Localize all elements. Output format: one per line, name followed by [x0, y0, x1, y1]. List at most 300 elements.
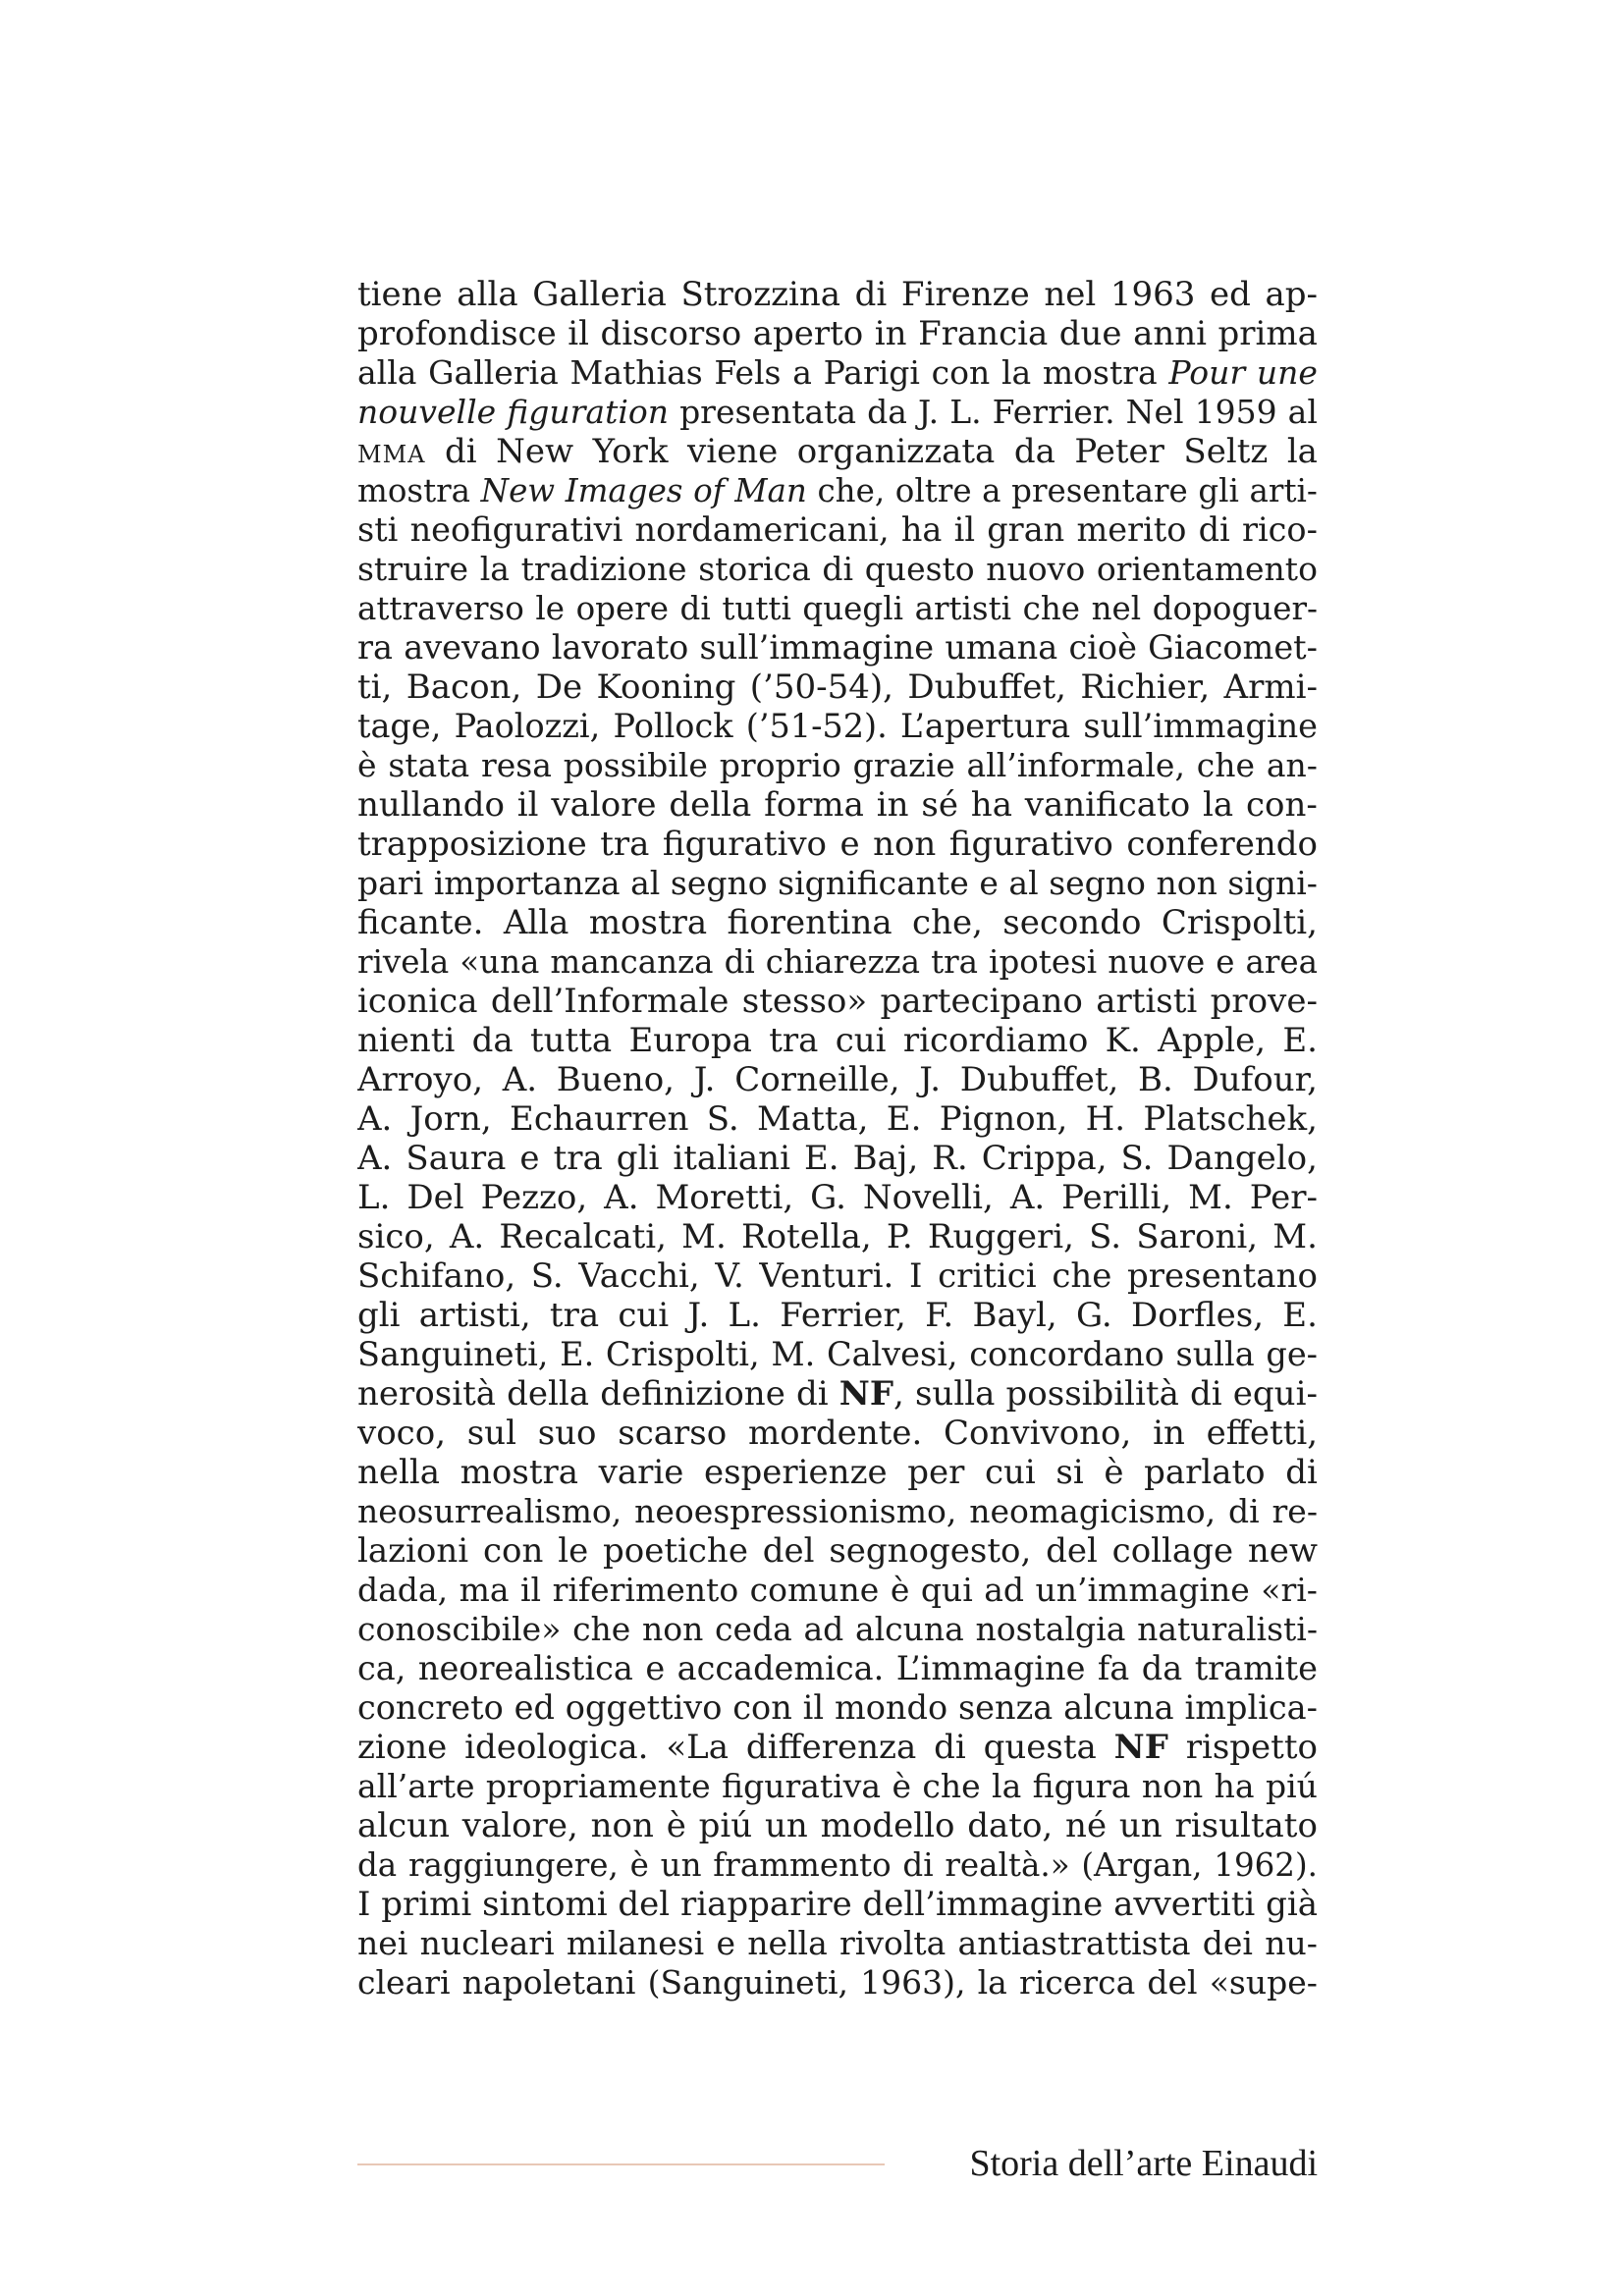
text-line: [357, 628, 1318, 667]
text-segment: G.: [810, 1178, 846, 1217]
word: [1142, 1649, 1182, 1688]
word: [1137, 1610, 1318, 1649]
word: [655, 1178, 793, 1217]
word: [406, 1139, 506, 1178]
word: [680, 1885, 852, 1924]
text-segment: De: [535, 667, 583, 707]
text-segment: Peter: [1074, 432, 1164, 471]
text-segment: possibilità: [1005, 1374, 1179, 1414]
text-line: [357, 903, 1318, 942]
text-line: [357, 1767, 1318, 1806]
text-segment: nerosità: [357, 1374, 496, 1414]
text-segment: all’informale,: [966, 746, 1185, 784]
text-segment: di: [934, 1728, 966, 1767]
text-line: [357, 942, 1318, 982]
word: [357, 1610, 561, 1649]
text-segment: frammento: [713, 1846, 892, 1884]
word: [663, 825, 827, 864]
text-segment: nostalgia: [975, 1610, 1126, 1648]
word: [945, 628, 1057, 667]
word: [824, 353, 920, 393]
word: [746, 1728, 916, 1767]
word: [1272, 1492, 1318, 1531]
text-segment: signi-: [1227, 864, 1318, 902]
text-segment: primi: [381, 1885, 472, 1924]
text-segment: stesso»: [741, 982, 868, 1021]
word: [357, 864, 423, 903]
word: [932, 353, 991, 393]
text-line: [357, 1021, 1318, 1060]
word: [410, 1099, 492, 1139]
text-line: [357, 1217, 1318, 1256]
text-segment: Giacomet-: [1148, 628, 1318, 667]
text-segment: sulla: [1175, 1335, 1255, 1373]
word: [1186, 1728, 1318, 1767]
text-segment: da: [867, 393, 907, 431]
bold-abbreviation: NF: [1113, 1728, 1168, 1767]
text-segment: comune: [749, 1571, 880, 1609]
word: [550, 1296, 599, 1335]
text-line: [357, 1649, 1318, 1688]
word: [566, 1688, 723, 1728]
word: [934, 1728, 966, 1767]
text-segment: artisti: [1096, 982, 1198, 1021]
word: [903, 1021, 1089, 1060]
word: [771, 1335, 815, 1374]
text-segment: ed: [514, 1688, 555, 1727]
word: [388, 746, 469, 785]
text-segment: storica: [698, 550, 811, 588]
italic-title: Images: [565, 472, 683, 509]
word: [564, 746, 708, 785]
word: [958, 1924, 1191, 1963]
word: [1175, 1806, 1318, 1845]
text-segment: (Sanguineti,: [647, 1963, 849, 2002]
text-segment: E.: [560, 1335, 595, 1373]
text-segment: presentare: [1011, 472, 1188, 509]
word: [902, 1845, 933, 1885]
word: [1148, 628, 1318, 667]
word: [1006, 1374, 1179, 1414]
text-segment: varie: [598, 1453, 684, 1492]
text-segment: implica-: [1184, 1688, 1318, 1727]
word: [576, 589, 669, 628]
text-segment: Parigi: [823, 353, 920, 392]
text-segment: lazioni: [357, 1531, 469, 1571]
text-segment: merito: [1076, 510, 1187, 549]
text-segment: M.: [1188, 1178, 1233, 1217]
text-segment: Richier,: [1080, 667, 1211, 707]
text-segment: tra: [549, 1296, 600, 1335]
word: [901, 510, 943, 550]
text-segment: tutta: [529, 1021, 613, 1060]
word: [578, 1256, 699, 1296]
word: [381, 1885, 471, 1924]
text-segment: sico,: [357, 1217, 435, 1256]
text-segment: Jorn,: [409, 1099, 492, 1139]
word: [1119, 1806, 1163, 1845]
text-segment: realtà.»: [945, 1846, 1070, 1884]
word: [986, 550, 1085, 589]
word: [803, 1688, 824, 1728]
text-segment: V.: [715, 1256, 744, 1296]
text-segment: e: [519, 1139, 540, 1178]
word: [769, 1021, 818, 1060]
word: [486, 1767, 711, 1806]
word: [357, 589, 524, 628]
text-segment: gran: [987, 510, 1065, 549]
text-segment: sul: [466, 1414, 516, 1453]
text-segment: mancanza: [550, 943, 714, 981]
word: [1019, 1963, 1135, 2002]
word: [357, 314, 557, 353]
text-segment: chiarezza: [765, 943, 921, 981]
word: [357, 1531, 468, 1571]
word: [597, 667, 736, 707]
text-line: [357, 1806, 1318, 1845]
word: [357, 825, 587, 864]
text-segment: neofigurativi: [409, 510, 623, 549]
text-segment: nella: [357, 1453, 441, 1492]
word: [530, 1021, 612, 1060]
word: [853, 1139, 919, 1178]
word: [1199, 510, 1230, 550]
word: [1147, 1963, 1197, 2002]
word: [967, 1806, 1053, 1845]
word: [1282, 1296, 1318, 1335]
word: [907, 667, 1066, 707]
text-segment: an-: [1266, 746, 1318, 784]
word: [1248, 1531, 1318, 1571]
text-segment: cui: [984, 1453, 1036, 1492]
word: [973, 1296, 1057, 1335]
text-line: [357, 785, 1318, 825]
italic-title: of: [693, 472, 725, 509]
text-segment: new: [1247, 1531, 1318, 1571]
text-segment: E.: [803, 1139, 839, 1178]
text-segment: R.: [932, 1139, 968, 1178]
word: [687, 1296, 709, 1335]
text-segment: Echaurren: [510, 1099, 689, 1139]
word: [984, 1728, 1097, 1767]
word: [614, 707, 733, 746]
text-segment: conferendo: [1126, 825, 1318, 864]
text-segment: nuovo: [986, 550, 1086, 588]
word: [357, 1963, 451, 2002]
word: [1055, 1453, 1083, 1492]
word: [483, 1531, 543, 1571]
word: [921, 1571, 973, 1610]
text-segment: naturalisti-: [1137, 1610, 1318, 1648]
text-segment: effetti,: [1206, 1414, 1318, 1453]
text-segment: Calvesi,: [826, 1335, 958, 1373]
word: [1183, 432, 1268, 471]
word: [928, 1217, 1074, 1256]
text-segment: con-: [1245, 785, 1318, 825]
text-segment: lavorato: [551, 628, 689, 667]
word: [725, 942, 755, 982]
word: [1114, 1728, 1168, 1767]
word: [1080, 667, 1210, 707]
text-segment: quegli: [802, 590, 903, 627]
text-segment: tramite: [1194, 1649, 1318, 1687]
word: [987, 510, 1064, 550]
word: [1014, 432, 1055, 471]
text-segment: che: [1052, 1256, 1112, 1296]
text-segment: non: [873, 825, 937, 864]
word: [600, 825, 649, 864]
text-segment: S.: [706, 1099, 739, 1139]
word: [496, 432, 573, 471]
word: [922, 1767, 980, 1806]
text-segment: proprio: [719, 746, 841, 784]
word: [713, 1845, 891, 1885]
text-segment: della: [669, 785, 752, 825]
text-segment: resa: [480, 746, 552, 784]
word: [863, 1178, 994, 1217]
word: [532, 275, 667, 314]
text-segment: significante: [778, 864, 969, 902]
text-line: [357, 1296, 1318, 1335]
word: [1043, 353, 1158, 393]
text-segment: il: [568, 314, 589, 353]
text-segment: italiani: [673, 1139, 790, 1178]
text-segment: ha: [1214, 1767, 1255, 1805]
text-segment: un: [1118, 1806, 1163, 1845]
text-segment: all’arte: [357, 1767, 475, 1805]
word: [1228, 1492, 1260, 1531]
word: [445, 432, 477, 471]
text-line: [357, 353, 1318, 393]
text-line: [357, 1885, 1318, 1924]
word: [1023, 589, 1080, 628]
text-segment: in: [1153, 1414, 1185, 1453]
word: [618, 1885, 670, 1924]
text-segment: due: [1058, 314, 1122, 353]
text-segment: non: [590, 1806, 654, 1845]
word: [1144, 1453, 1266, 1492]
word: [863, 1885, 1104, 1924]
word: [1076, 510, 1186, 550]
text-segment: trapposizione: [357, 825, 587, 864]
text-segment: la: [1203, 785, 1234, 825]
text-segment: nienti: [357, 1021, 456, 1060]
text-line: [357, 1924, 1318, 1963]
text-segment: è: [666, 1806, 686, 1845]
text-segment: Per-: [1249, 1178, 1318, 1217]
text-segment: mondo: [834, 1688, 948, 1727]
word: [357, 1021, 455, 1060]
word: [867, 393, 907, 432]
text-segment: né: [1065, 1806, 1108, 1845]
italic-title: figuration: [507, 393, 670, 431]
text-segment: P.: [886, 1217, 913, 1256]
word: [628, 1021, 751, 1060]
text-segment: sull’immagine: [699, 628, 935, 667]
text-segment: Firenze: [900, 275, 1030, 314]
text-segment: area: [1245, 943, 1318, 981]
word: [982, 1139, 1108, 1178]
text-segment: di: [902, 1846, 934, 1884]
text-segment: orientamento: [1096, 550, 1318, 588]
word: [600, 1374, 785, 1414]
text-segment: la: [992, 1767, 1022, 1805]
word: [357, 1296, 401, 1335]
word: [357, 1139, 392, 1178]
text-segment: per: [907, 1453, 965, 1492]
text-line: [357, 275, 1318, 314]
text-segment: di: [796, 1374, 829, 1414]
text-segment: Matta,: [756, 1099, 869, 1139]
word: [694, 1060, 716, 1099]
word: [600, 314, 741, 353]
word: [481, 471, 556, 510]
text-segment: partecipano: [880, 982, 1083, 1021]
text-line: [357, 746, 1318, 785]
word: [900, 707, 1070, 746]
word: [519, 1139, 539, 1178]
body-text: [357, 275, 1318, 2002]
word: [919, 1060, 941, 1099]
word: [1002, 903, 1141, 942]
word: [1156, 864, 1217, 903]
text-segment: questa: [983, 1728, 1097, 1767]
text-segment: I: [908, 1256, 923, 1296]
word: [855, 275, 888, 314]
text-segment: del: [1147, 1963, 1198, 2002]
text-segment: del: [1046, 1531, 1098, 1571]
word: [593, 432, 669, 471]
text-line: [357, 825, 1318, 864]
word: [746, 707, 888, 746]
text-segment: presentano: [1127, 1256, 1318, 1296]
italic-title: une: [1256, 353, 1318, 392]
word: [1245, 942, 1318, 982]
word: [763, 1531, 815, 1571]
word: [759, 1256, 893, 1296]
word: [810, 1178, 846, 1217]
word: [464, 1728, 648, 1767]
word: [457, 275, 517, 314]
word: [860, 1963, 965, 2002]
word: [1001, 353, 1031, 393]
word: [460, 942, 539, 982]
text-segment: iconica: [357, 982, 478, 1021]
word: [887, 1217, 913, 1256]
text-segment: Crispolti,: [605, 1335, 760, 1373]
text-segment: Platschek,: [1143, 1099, 1318, 1139]
word: [357, 982, 477, 1021]
word: [1198, 471, 1239, 510]
text-segment: ha: [970, 785, 1012, 825]
word: [1098, 1649, 1129, 1688]
word: [1143, 1099, 1318, 1139]
word: [357, 942, 449, 982]
text-segment: Dufour,: [1192, 1060, 1318, 1099]
word: [666, 1728, 729, 1767]
text-segment: ap-: [1265, 275, 1318, 314]
text-segment: K.: [1105, 1021, 1141, 1060]
word: [1216, 942, 1234, 982]
text-line: [357, 393, 1318, 432]
word: [679, 393, 856, 432]
text-segment: la: [977, 1963, 1007, 2002]
word: [560, 1335, 594, 1374]
word: [1076, 1296, 1112, 1335]
text-segment: Vacchi,: [578, 1256, 700, 1296]
word: [480, 550, 510, 589]
word: [944, 1414, 1131, 1453]
text-segment: suo: [537, 1414, 597, 1453]
text-line: [357, 432, 1318, 471]
word: [558, 1531, 588, 1571]
text-segment: Venturi.: [759, 1256, 894, 1296]
text-segment: New: [496, 432, 574, 471]
word: [1110, 275, 1196, 314]
text-segment: tage,: [357, 707, 442, 745]
text-line: [357, 314, 1318, 353]
text-segment: figura: [1032, 1767, 1131, 1805]
text-segment: (’51-52).: [745, 707, 888, 745]
word: [1176, 1335, 1255, 1374]
text-line: [357, 1453, 1318, 1492]
word: [517, 785, 539, 825]
text-segment: S.: [1089, 1217, 1122, 1256]
text-segment: Paolozzi,: [454, 707, 601, 745]
word: [1203, 1924, 1253, 1963]
text-segment: (Argan,: [1081, 1846, 1203, 1884]
word: [979, 864, 999, 903]
text-segment: re-: [1271, 1492, 1318, 1530]
word: [931, 942, 978, 982]
text-segment: anni: [1133, 314, 1208, 353]
text-segment: rico-: [1241, 510, 1318, 549]
word: [357, 1649, 406, 1688]
text-segment: Mathias: [569, 353, 703, 392]
text-segment: scarso: [618, 1414, 728, 1453]
text-segment: antiastrattista: [957, 1924, 1191, 1962]
text-segment: figurativo: [662, 825, 827, 864]
word: [1233, 1374, 1318, 1414]
text-segment: esperienze: [703, 1453, 888, 1492]
text-segment: «una: [460, 943, 540, 981]
text-segment: E.: [886, 1099, 922, 1139]
text-segment: senza: [957, 1688, 1054, 1727]
word: [591, 1806, 654, 1845]
word: [780, 1296, 906, 1335]
word: [750, 1571, 880, 1610]
word: [1197, 746, 1255, 785]
text-segment: gli: [357, 1296, 401, 1335]
word: [766, 942, 920, 982]
text-line: [357, 667, 1318, 707]
word: [698, 550, 811, 589]
word: [1126, 393, 1184, 432]
text-segment: voco,: [357, 1414, 446, 1453]
word: [557, 1060, 675, 1099]
word: [839, 825, 859, 864]
text-segment: le: [535, 590, 566, 627]
italic-title: nouvelle: [357, 393, 497, 431]
text-segment: il: [953, 510, 976, 549]
text-segment: presentata: [679, 393, 857, 431]
text-segment: non: [641, 1610, 704, 1648]
text-segment: con: [482, 1531, 544, 1571]
text-segment: Saroni,: [1136, 1217, 1259, 1256]
word: [912, 903, 983, 942]
word: [1266, 1335, 1318, 1374]
word: [357, 432, 425, 471]
